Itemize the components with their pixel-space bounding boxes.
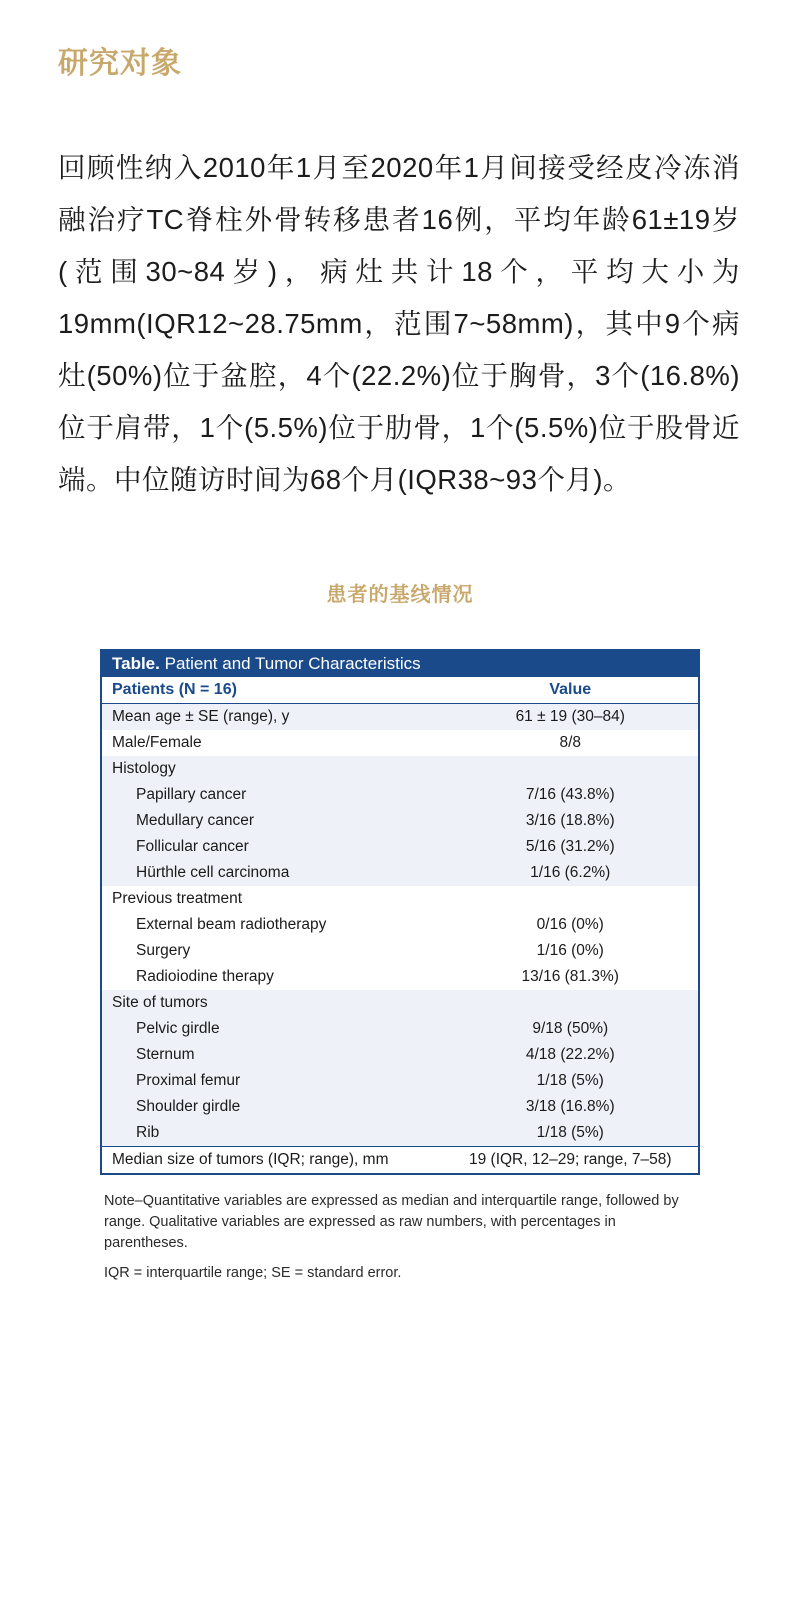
row-value: 3/16 (18.8%) <box>525 812 615 829</box>
row-label: Radioiodine therapy <box>136 968 274 985</box>
row-value: 3/18 (16.8%) <box>525 1098 615 1115</box>
table-row-total <box>102 1147 698 1174</box>
table-row <box>102 730 698 756</box>
table-row <box>102 938 698 964</box>
row-value: 1/16 (0%) <box>536 942 604 959</box>
row-value: 0/16 (0%) <box>536 916 604 933</box>
table-title-row <box>102 651 698 677</box>
table-row <box>102 860 698 886</box>
row-value: 7/16 (43.8%) <box>525 786 615 803</box>
row-value: 61 ± 19 (30–84) <box>515 708 625 725</box>
row-value <box>442 990 698 1016</box>
row-label: External beam radiotherapy <box>136 916 327 933</box>
row-value: 13/16 (81.3%) <box>521 968 619 985</box>
characteristics-table <box>100 649 700 1175</box>
row-value: 9/18 (50%) <box>532 1020 609 1037</box>
table-row <box>102 1120 698 1147</box>
row-label: Follicular cancer <box>136 838 249 855</box>
row-label: Median size of tumors (IQR; range), mm <box>102 1147 442 1174</box>
table-row <box>102 756 698 782</box>
bottom-spacer <box>0 1284 800 1344</box>
note-line-2: IQR = interquartile range; SE = standard error. <box>104 1265 402 1281</box>
table-row <box>102 1094 698 1120</box>
row-label: Sternum <box>136 1046 195 1063</box>
table-row <box>102 704 698 731</box>
row-label: Medullary cancer <box>136 812 255 829</box>
table-header-row <box>102 677 698 704</box>
row-label: Mean age ± SE (range), y <box>112 708 290 725</box>
row-value: 1/16 (6.2%) <box>530 864 611 881</box>
row-value: 1/18 (5%) <box>536 1072 604 1089</box>
row-value <box>442 886 698 912</box>
table-title-text: Patient and Tumor Characteristics <box>164 654 421 673</box>
table-row <box>102 834 698 860</box>
table-row <box>102 990 698 1016</box>
table-title-label: Table. <box>112 654 160 673</box>
table-header-right: Value <box>442 677 698 704</box>
body-paragraph: 回顾性纳入2010年1月至2020年1月间接受经皮冷冻消融治疗TC脊柱外骨转移患者16例，平均年龄61±19岁(范围30~84岁)，病灶共计18个，平均大小为19mm(IQR12~28.75mm，范围7~58mm)，其中9个病灶(50%)位于盆腔，4个(22.2%)位于胸骨，3个(16.8%)位于肩带，1个(5.5%)位于肋骨，1个(5.5%)位于股骨近端。中位随访时间为68个月(IQR38~93个月)。 <box>58 152 740 495</box>
row-label: Previous treatment <box>112 890 243 907</box>
row-value: 1/18 (5%) <box>536 1124 604 1141</box>
figure-caption: 患者的基线情况 <box>326 584 474 606</box>
row-label: Papillary cancer <box>136 786 247 803</box>
row-label: Proximal femur <box>136 1072 241 1089</box>
table-row <box>102 1016 698 1042</box>
row-label: Rib <box>136 1124 160 1141</box>
row-label: Male/Female <box>112 734 202 751</box>
table-row <box>102 1068 698 1094</box>
table-header-left: Patients (N = 16) <box>102 677 442 704</box>
row-label: Hürthle cell carcinoma <box>136 864 290 881</box>
table-row <box>102 782 698 808</box>
row-value: 8/8 <box>559 734 582 751</box>
note-line-1: Note–Quantitative variables are expressed as median and interquartile range, followed by range. Qualitative variables are expressed as raw numbers, with percentages in parentheses. <box>104 1193 679 1251</box>
row-value: 4/18 (22.2%) <box>525 1046 615 1063</box>
row-label: Shoulder girdle <box>136 1098 241 1115</box>
row-label: Pelvic girdle <box>136 1020 220 1037</box>
section-heading: 研究对象 <box>58 47 182 80</box>
row-label: Site of tumors <box>112 994 208 1011</box>
table-row <box>102 886 698 912</box>
row-label: Histology <box>112 760 176 777</box>
row-label: Surgery <box>136 942 191 959</box>
table-note <box>100 1191 700 1284</box>
table-row <box>102 964 698 990</box>
table-row <box>102 912 698 938</box>
table-row <box>102 1042 698 1068</box>
row-value: 19 (IQR, 12–29; range, 7–58) <box>442 1147 698 1174</box>
table-row <box>102 808 698 834</box>
row-value: 5/16 (31.2%) <box>525 838 615 855</box>
row-value <box>442 756 698 782</box>
